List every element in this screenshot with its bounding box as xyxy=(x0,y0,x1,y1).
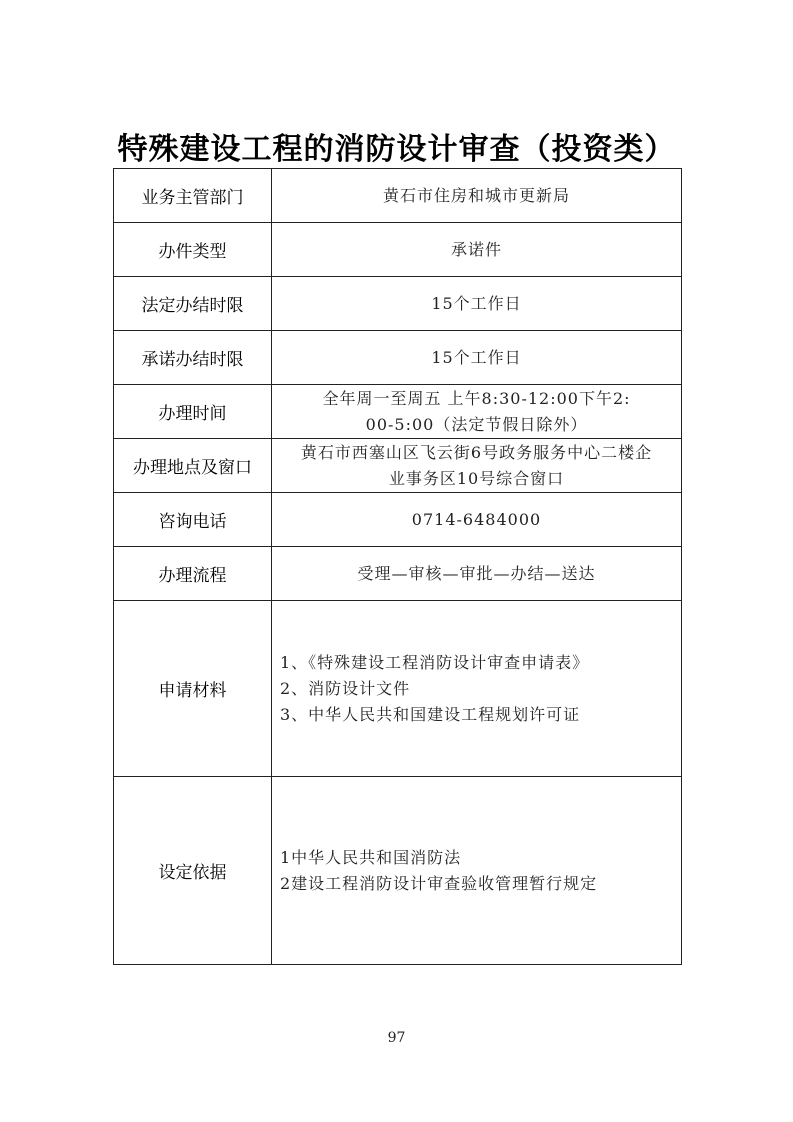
row-label: 办理时间 xyxy=(114,385,272,439)
table-row xyxy=(114,169,682,223)
value-line: 全年周一至周五 上午8:30-12:00下午2: xyxy=(322,388,631,408)
row-label: 咨询电话 xyxy=(114,493,272,547)
row-value: 15个工作日 xyxy=(272,331,682,385)
row-value: 受理—审核—审批—办结—送达 xyxy=(272,547,682,601)
row-value: 0714-6484000 xyxy=(272,493,682,547)
table-row xyxy=(114,439,682,493)
row-label: 承诺办结时限 xyxy=(114,331,272,385)
value-line: 1、《特殊建设工程消防设计审查申请表》 xyxy=(280,652,590,672)
service-info-table xyxy=(113,168,682,965)
row-value xyxy=(272,777,682,965)
table-row xyxy=(114,601,682,777)
table-row xyxy=(114,223,682,277)
table-row xyxy=(114,385,682,439)
row-value xyxy=(272,385,682,439)
row-value: 15个工作日 xyxy=(272,277,682,331)
row-label: 办理地点及窗口 xyxy=(114,439,272,493)
table-row xyxy=(114,277,682,331)
row-label: 设定依据 xyxy=(114,777,272,965)
value-line: 1中华人民共和国消防法 xyxy=(280,847,462,867)
table-row xyxy=(114,777,682,965)
row-value xyxy=(272,439,682,493)
row-value: 黄石市住房和城市更新局 xyxy=(272,169,682,223)
value-line: 2建设工程消防设计审查验收管理暂行规定 xyxy=(280,873,598,893)
table-row xyxy=(114,493,682,547)
value-line: 00-5:00（法定节假日除外） xyxy=(365,414,588,434)
row-label: 法定办结时限 xyxy=(114,277,272,331)
row-value xyxy=(272,601,682,777)
value-line: 黄石市西塞山区飞云街6号政务服务中心二楼企 xyxy=(300,442,653,462)
row-value: 承诺件 xyxy=(272,223,682,277)
page-number: 97 xyxy=(387,1030,406,1046)
page-title: 特殊建设工程的消防设计审查（投资类） xyxy=(117,132,676,167)
row-label: 申请材料 xyxy=(114,601,272,777)
row-label: 业务主管部门 xyxy=(114,169,272,223)
value-line: 2、消防设计文件 xyxy=(280,678,411,698)
value-line: 业事务区10号综合窗口 xyxy=(388,468,565,488)
table-row xyxy=(114,331,682,385)
value-line: 3、中华人民共和国建设工程规划许可证 xyxy=(280,704,581,724)
row-label: 办理流程 xyxy=(114,547,272,601)
table-row xyxy=(114,547,682,601)
row-label: 办件类型 xyxy=(114,223,272,277)
